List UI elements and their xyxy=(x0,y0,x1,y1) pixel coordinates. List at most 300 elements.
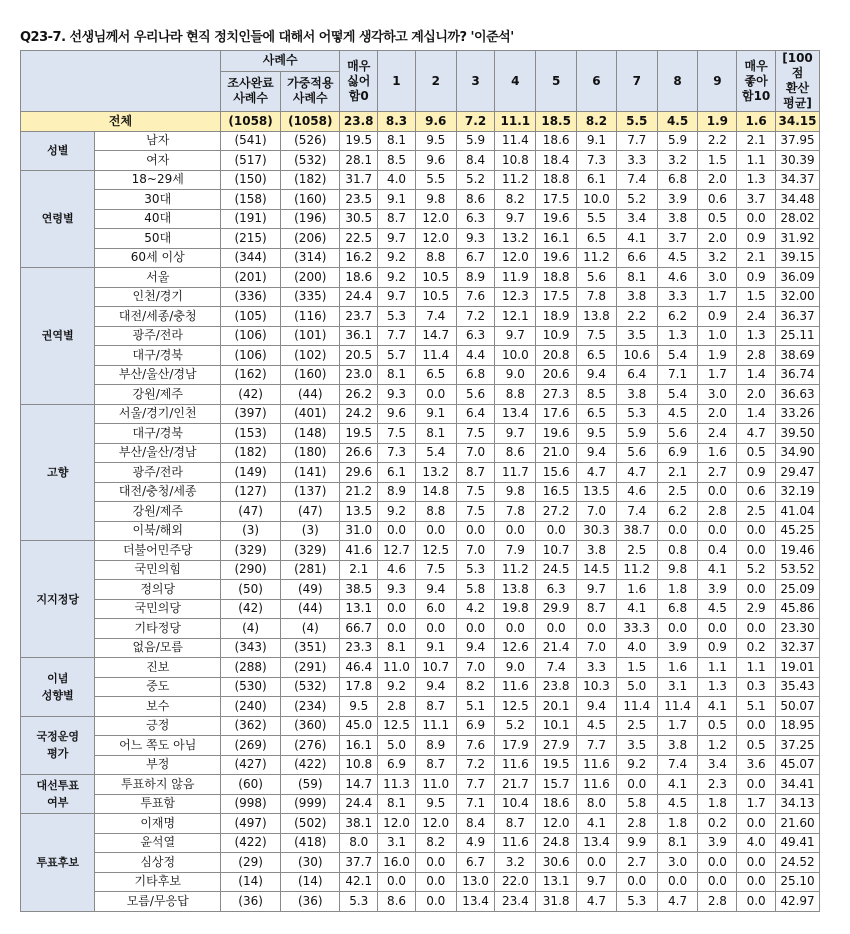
table-row xyxy=(21,131,820,151)
row-value-4: 11.2 xyxy=(495,560,536,580)
row-value-6: 5.6 xyxy=(577,268,617,288)
row-value-7: 11.4 xyxy=(616,697,657,717)
row-value-9: 1.1 xyxy=(698,658,737,678)
row-value-1: 8.1 xyxy=(378,638,416,658)
row-value-8: 3.0 xyxy=(657,853,698,873)
row-value-7: 2.5 xyxy=(616,716,657,736)
row-label: 부정 xyxy=(95,755,221,775)
row-value-7: 4.7 xyxy=(616,463,657,483)
row-value-9: 2.0 xyxy=(698,229,737,249)
row-value-3: 6.3 xyxy=(456,209,495,229)
row-value-5: 27.9 xyxy=(536,736,577,756)
total-value-1: 8.3 xyxy=(378,112,416,132)
row-value-1: 6.9 xyxy=(378,755,416,775)
row-value-3: 5.9 xyxy=(456,131,495,151)
table-row xyxy=(21,326,820,346)
row-value-10: 0.5 xyxy=(737,443,776,463)
row-value-3: 13.0 xyxy=(456,872,495,892)
row-value-8: 4.1 xyxy=(657,775,698,795)
row-value-0: 38.1 xyxy=(340,814,378,834)
row-value-11: 32.00 xyxy=(776,287,820,307)
row-value-10: 2.1 xyxy=(737,131,776,151)
row-value-5: 13.1 xyxy=(536,872,577,892)
table-row xyxy=(21,697,820,717)
row-value-7: 2.8 xyxy=(616,814,657,834)
row-value-9: 2.3 xyxy=(698,775,737,795)
row-value-5: 6.3 xyxy=(536,580,577,600)
row-value-8: 7.1 xyxy=(657,365,698,385)
row-label: 중도 xyxy=(95,677,221,697)
row-value-9: 1.2 xyxy=(698,736,737,756)
row-value-10: 0.5 xyxy=(737,736,776,756)
row-label: 40대 xyxy=(95,209,221,229)
row-value-2: 10.5 xyxy=(415,287,456,307)
row-value-3: 7.0 xyxy=(456,658,495,678)
header-very-like: 매우 좋아 함10 xyxy=(737,51,776,112)
row-value-6: 11.2 xyxy=(577,248,617,268)
row-value-1: 12.5 xyxy=(378,716,416,736)
row-n-completed: (201) xyxy=(220,268,280,288)
row-value-10: 0.6 xyxy=(737,482,776,502)
row-value-0: 37.7 xyxy=(340,853,378,873)
row-label: 투표함 xyxy=(95,794,221,814)
group-label: 투표후보 xyxy=(21,814,95,912)
row-value-7: 38.7 xyxy=(616,521,657,541)
row-value-0: 23.3 xyxy=(340,638,378,658)
row-value-10: 0.0 xyxy=(737,853,776,873)
header-very-dislike: 매우 싫어 함0 xyxy=(340,51,378,112)
row-value-0: 23.7 xyxy=(340,307,378,327)
table-row xyxy=(21,638,820,658)
row-value-11: 29.47 xyxy=(776,463,820,483)
row-value-5: 20.8 xyxy=(536,346,577,366)
row-value-6: 11.6 xyxy=(577,755,617,775)
row-value-5: 23.8 xyxy=(536,677,577,697)
row-value-5: 27.3 xyxy=(536,385,577,405)
row-value-11: 36.63 xyxy=(776,385,820,405)
row-value-6: 3.8 xyxy=(577,541,617,561)
row-value-11: 25.10 xyxy=(776,872,820,892)
row-value-9: 0.9 xyxy=(698,638,737,658)
row-value-7: 6.6 xyxy=(616,248,657,268)
table-row xyxy=(21,755,820,775)
row-label: 진보 xyxy=(95,658,221,678)
row-label: 보수 xyxy=(95,697,221,717)
row-value-11: 32.37 xyxy=(776,638,820,658)
row-value-10: 1.4 xyxy=(737,404,776,424)
row-label: 더불어민주당 xyxy=(95,541,221,561)
row-value-5: 29.9 xyxy=(536,599,577,619)
row-value-2: 0.0 xyxy=(415,892,456,912)
row-n-weighted: (418) xyxy=(281,833,340,853)
row-value-4: 0.0 xyxy=(495,521,536,541)
row-value-8: 5.4 xyxy=(657,385,698,405)
row-value-5: 10.7 xyxy=(536,541,577,561)
row-value-1: 5.0 xyxy=(378,736,416,756)
row-value-7: 3.5 xyxy=(616,326,657,346)
row-value-11: 28.02 xyxy=(776,209,820,229)
total-value-8: 4.5 xyxy=(657,112,698,132)
row-value-4: 12.3 xyxy=(495,287,536,307)
row-value-2: 9.4 xyxy=(415,580,456,600)
row-n-completed: (50) xyxy=(220,580,280,600)
row-value-0: 8.0 xyxy=(340,833,378,853)
row-value-3: 6.7 xyxy=(456,248,495,268)
row-label: 30대 xyxy=(95,190,221,210)
total-value-3: 7.2 xyxy=(456,112,495,132)
row-value-1: 9.1 xyxy=(378,190,416,210)
row-n-completed: (362) xyxy=(220,716,280,736)
row-value-4: 10.0 xyxy=(495,346,536,366)
row-value-7: 5.6 xyxy=(616,443,657,463)
row-value-0: 19.5 xyxy=(340,424,378,444)
row-value-11: 38.69 xyxy=(776,346,820,366)
row-value-8: 6.2 xyxy=(657,502,698,522)
row-label: 윤석열 xyxy=(95,833,221,853)
row-value-8: 3.7 xyxy=(657,229,698,249)
row-n-completed: (269) xyxy=(220,736,280,756)
row-value-6: 4.7 xyxy=(577,463,617,483)
row-value-5: 21.0 xyxy=(536,443,577,463)
row-value-0: 22.5 xyxy=(340,229,378,249)
row-n-weighted: (360) xyxy=(281,716,340,736)
row-value-4: 23.4 xyxy=(495,892,536,912)
row-value-10: 3.7 xyxy=(737,190,776,210)
row-value-10: 2.1 xyxy=(737,248,776,268)
row-label: 서울 xyxy=(95,268,221,288)
row-value-2: 10.5 xyxy=(415,268,456,288)
row-value-7: 33.3 xyxy=(616,619,657,639)
row-n-completed: (158) xyxy=(220,190,280,210)
row-n-weighted: (196) xyxy=(281,209,340,229)
row-value-2: 11.1 xyxy=(415,716,456,736)
row-value-6: 8.7 xyxy=(577,599,617,619)
total-value-11: 34.15 xyxy=(776,112,820,132)
row-value-11: 42.97 xyxy=(776,892,820,912)
row-value-8: 6.2 xyxy=(657,307,698,327)
row-n-completed: (106) xyxy=(220,326,280,346)
row-n-weighted: (3) xyxy=(281,521,340,541)
row-label: 모름/무응답 xyxy=(95,892,221,912)
row-value-2: 8.9 xyxy=(415,736,456,756)
row-value-0: 26.6 xyxy=(340,443,378,463)
row-value-5: 18.6 xyxy=(536,131,577,151)
table-row xyxy=(21,599,820,619)
row-value-11: 36.74 xyxy=(776,365,820,385)
row-value-8: 9.8 xyxy=(657,560,698,580)
row-value-9: 0.0 xyxy=(698,853,737,873)
row-value-10: 0.0 xyxy=(737,619,776,639)
row-n-weighted: (206) xyxy=(281,229,340,249)
row-value-5: 7.4 xyxy=(536,658,577,678)
row-label: 대구/경북 xyxy=(95,424,221,444)
row-value-2: 8.8 xyxy=(415,502,456,522)
row-value-3: 9.3 xyxy=(456,229,495,249)
row-value-1: 11.3 xyxy=(378,775,416,795)
row-value-5: 0.0 xyxy=(536,521,577,541)
header-scale-6: 6 xyxy=(577,51,617,112)
row-value-2: 11.0 xyxy=(415,775,456,795)
row-label: 기타후보 xyxy=(95,872,221,892)
row-value-8: 6.9 xyxy=(657,443,698,463)
row-n-completed: (182) xyxy=(220,443,280,463)
row-value-3: 5.1 xyxy=(456,697,495,717)
row-value-1: 9.7 xyxy=(378,229,416,249)
row-value-9: 0.5 xyxy=(698,716,737,736)
row-value-2: 0.0 xyxy=(415,872,456,892)
row-value-1: 9.2 xyxy=(378,268,416,288)
row-value-11: 36.37 xyxy=(776,307,820,327)
row-n-weighted: (502) xyxy=(281,814,340,834)
row-value-10: 2.4 xyxy=(737,307,776,327)
row-value-6: 30.3 xyxy=(577,521,617,541)
row-n-completed: (290) xyxy=(220,560,280,580)
row-value-1: 12.7 xyxy=(378,541,416,561)
row-value-3: 9.4 xyxy=(456,638,495,658)
row-value-6: 6.5 xyxy=(577,346,617,366)
row-n-weighted: (532) xyxy=(281,677,340,697)
row-n-weighted: (59) xyxy=(281,775,340,795)
row-label: 없음/모름 xyxy=(95,638,221,658)
row-value-9: 1.7 xyxy=(698,365,737,385)
row-value-1: 9.2 xyxy=(378,502,416,522)
row-value-2: 9.1 xyxy=(415,404,456,424)
row-value-6: 9.4 xyxy=(577,697,617,717)
table-row xyxy=(21,482,820,502)
row-value-10: 0.0 xyxy=(737,521,776,541)
row-value-10: 0.0 xyxy=(737,872,776,892)
row-value-8: 8.1 xyxy=(657,833,698,853)
row-value-11: 53.52 xyxy=(776,560,820,580)
row-value-9: 2.8 xyxy=(698,502,737,522)
row-value-10: 1.1 xyxy=(737,151,776,171)
row-value-3: 7.0 xyxy=(456,541,495,561)
table-row xyxy=(21,521,820,541)
row-n-weighted: (44) xyxy=(281,599,340,619)
row-n-weighted: (422) xyxy=(281,755,340,775)
row-value-7: 5.0 xyxy=(616,677,657,697)
row-value-5: 17.6 xyxy=(536,404,577,424)
row-value-0: 23.5 xyxy=(340,190,378,210)
table-row xyxy=(21,872,820,892)
row-value-5: 10.1 xyxy=(536,716,577,736)
table-row xyxy=(21,794,820,814)
row-value-4: 9.7 xyxy=(495,209,536,229)
table-row xyxy=(21,346,820,366)
row-value-5: 21.4 xyxy=(536,638,577,658)
row-value-1: 8.6 xyxy=(378,892,416,912)
row-label: 여자 xyxy=(95,151,221,171)
row-value-4: 13.8 xyxy=(495,580,536,600)
row-label: 심상정 xyxy=(95,853,221,873)
row-value-4: 9.0 xyxy=(495,658,536,678)
header-scale-8: 8 xyxy=(657,51,698,112)
row-value-3: 0.0 xyxy=(456,619,495,639)
row-value-9: 3.2 xyxy=(698,248,737,268)
header-scale-5: 5 xyxy=(536,51,577,112)
row-n-weighted: (401) xyxy=(281,404,340,424)
row-value-4: 0.0 xyxy=(495,619,536,639)
row-value-8: 3.9 xyxy=(657,190,698,210)
row-value-0: 26.2 xyxy=(340,385,378,405)
row-value-1: 6.1 xyxy=(378,463,416,483)
row-value-2: 0.0 xyxy=(415,385,456,405)
row-n-completed: (240) xyxy=(220,697,280,717)
row-n-completed: (343) xyxy=(220,638,280,658)
row-value-7: 0.0 xyxy=(616,872,657,892)
row-value-1: 0.0 xyxy=(378,872,416,892)
row-value-0: 38.5 xyxy=(340,580,378,600)
group-label: 권역별 xyxy=(21,268,95,405)
row-value-7: 4.1 xyxy=(616,229,657,249)
row-value-3: 8.4 xyxy=(456,151,495,171)
row-value-11: 34.41 xyxy=(776,775,820,795)
row-value-0: 42.1 xyxy=(340,872,378,892)
row-value-4: 3.2 xyxy=(495,853,536,873)
row-value-8: 0.0 xyxy=(657,872,698,892)
row-n-weighted: (116) xyxy=(281,307,340,327)
row-n-weighted: (141) xyxy=(281,463,340,483)
row-value-0: 24.2 xyxy=(340,404,378,424)
row-value-11: 21.60 xyxy=(776,814,820,834)
row-n-weighted: (44) xyxy=(281,385,340,405)
row-n-completed: (105) xyxy=(220,307,280,327)
row-value-4: 12.5 xyxy=(495,697,536,717)
row-value-4: 19.8 xyxy=(495,599,536,619)
row-value-4: 17.9 xyxy=(495,736,536,756)
group-label: 이념 성향별 xyxy=(21,658,95,717)
total-value-10: 1.6 xyxy=(737,112,776,132)
table-row xyxy=(21,424,820,444)
row-value-3: 7.5 xyxy=(456,502,495,522)
row-value-9: 1.6 xyxy=(698,443,737,463)
row-value-7: 2.2 xyxy=(616,307,657,327)
row-value-3: 5.8 xyxy=(456,580,495,600)
row-value-2: 11.4 xyxy=(415,346,456,366)
row-value-10: 1.3 xyxy=(737,326,776,346)
row-value-1: 2.8 xyxy=(378,697,416,717)
row-value-8: 1.6 xyxy=(657,658,698,678)
row-value-9: 4.1 xyxy=(698,697,737,717)
row-value-8: 4.6 xyxy=(657,268,698,288)
row-value-7: 11.2 xyxy=(616,560,657,580)
row-value-1: 9.6 xyxy=(378,404,416,424)
row-value-11: 36.09 xyxy=(776,268,820,288)
row-value-9: 3.4 xyxy=(698,755,737,775)
row-value-9: 1.9 xyxy=(698,346,737,366)
row-value-8: 6.8 xyxy=(657,170,698,190)
row-value-6: 11.6 xyxy=(577,775,617,795)
row-value-0: 31.0 xyxy=(340,521,378,541)
row-value-4: 8.2 xyxy=(495,190,536,210)
row-n-weighted: (335) xyxy=(281,287,340,307)
row-value-2: 0.0 xyxy=(415,853,456,873)
header-average: [100 점 환산 평균] xyxy=(776,51,820,112)
row-value-7: 7.4 xyxy=(616,502,657,522)
row-value-11: 45.86 xyxy=(776,599,820,619)
row-value-0: 41.6 xyxy=(340,541,378,561)
row-value-11: 34.90 xyxy=(776,443,820,463)
row-value-6: 13.8 xyxy=(577,307,617,327)
row-value-10: 5.1 xyxy=(737,697,776,717)
row-value-9: 0.9 xyxy=(698,307,737,327)
row-label: 강원/제주 xyxy=(95,502,221,522)
table-row xyxy=(21,619,820,639)
row-label: 투표하지 않음 xyxy=(95,775,221,795)
row-value-9: 0.2 xyxy=(698,814,737,834)
row-value-6: 0.0 xyxy=(577,853,617,873)
row-value-2: 8.7 xyxy=(415,755,456,775)
row-value-6: 9.5 xyxy=(577,424,617,444)
row-value-1: 8.7 xyxy=(378,209,416,229)
table-header xyxy=(21,51,820,112)
row-value-2: 12.0 xyxy=(415,814,456,834)
row-n-completed: (998) xyxy=(220,794,280,814)
row-value-0: 10.8 xyxy=(340,755,378,775)
row-value-11: 19.01 xyxy=(776,658,820,678)
table-row xyxy=(21,716,820,736)
row-value-11: 49.41 xyxy=(776,833,820,853)
row-value-9: 4.5 xyxy=(698,599,737,619)
row-value-8: 1.7 xyxy=(657,716,698,736)
header-scale-1: 1 xyxy=(378,51,416,112)
total-value-0: 23.8 xyxy=(340,112,378,132)
row-value-5: 18.9 xyxy=(536,307,577,327)
row-label: 기타정당 xyxy=(95,619,221,639)
row-label: 서울/경기/인천 xyxy=(95,404,221,424)
row-n-completed: (530) xyxy=(220,677,280,697)
row-value-10: 4.7 xyxy=(737,424,776,444)
header-blank-cell xyxy=(21,51,221,112)
row-value-8: 3.8 xyxy=(657,209,698,229)
row-value-10: 0.0 xyxy=(737,209,776,229)
row-value-6: 7.0 xyxy=(577,502,617,522)
row-value-9: 1.3 xyxy=(698,677,737,697)
row-value-11: 34.13 xyxy=(776,794,820,814)
row-value-5: 12.0 xyxy=(536,814,577,834)
header-scale-4: 4 xyxy=(495,51,536,112)
table-row xyxy=(21,853,820,873)
row-value-6: 13.4 xyxy=(577,833,617,853)
row-n-weighted: (200) xyxy=(281,268,340,288)
row-value-3: 7.1 xyxy=(456,794,495,814)
row-value-10: 0.0 xyxy=(737,541,776,561)
row-value-4: 21.7 xyxy=(495,775,536,795)
row-value-11: 23.30 xyxy=(776,619,820,639)
row-value-5: 31.8 xyxy=(536,892,577,912)
row-value-6: 4.5 xyxy=(577,716,617,736)
row-value-6: 10.0 xyxy=(577,190,617,210)
row-value-11: 34.37 xyxy=(776,170,820,190)
row-n-weighted: (234) xyxy=(281,697,340,717)
row-label: 어느 쪽도 아님 xyxy=(95,736,221,756)
row-value-0: 17.8 xyxy=(340,677,378,697)
header-scale-2: 2 xyxy=(415,51,456,112)
row-value-3: 7.7 xyxy=(456,775,495,795)
row-value-10: 0.0 xyxy=(737,775,776,795)
row-value-1: 8.1 xyxy=(378,131,416,151)
row-value-7: 5.9 xyxy=(616,424,657,444)
row-value-4: 11.7 xyxy=(495,463,536,483)
row-n-completed: (14) xyxy=(220,872,280,892)
group-label: 고향 xyxy=(21,404,95,541)
row-value-6: 9.4 xyxy=(577,443,617,463)
total-label: 전체 xyxy=(21,112,221,132)
row-value-4: 13.2 xyxy=(495,229,536,249)
row-value-8: 7.4 xyxy=(657,755,698,775)
table-row xyxy=(21,151,820,171)
row-n-weighted: (4) xyxy=(281,619,340,639)
